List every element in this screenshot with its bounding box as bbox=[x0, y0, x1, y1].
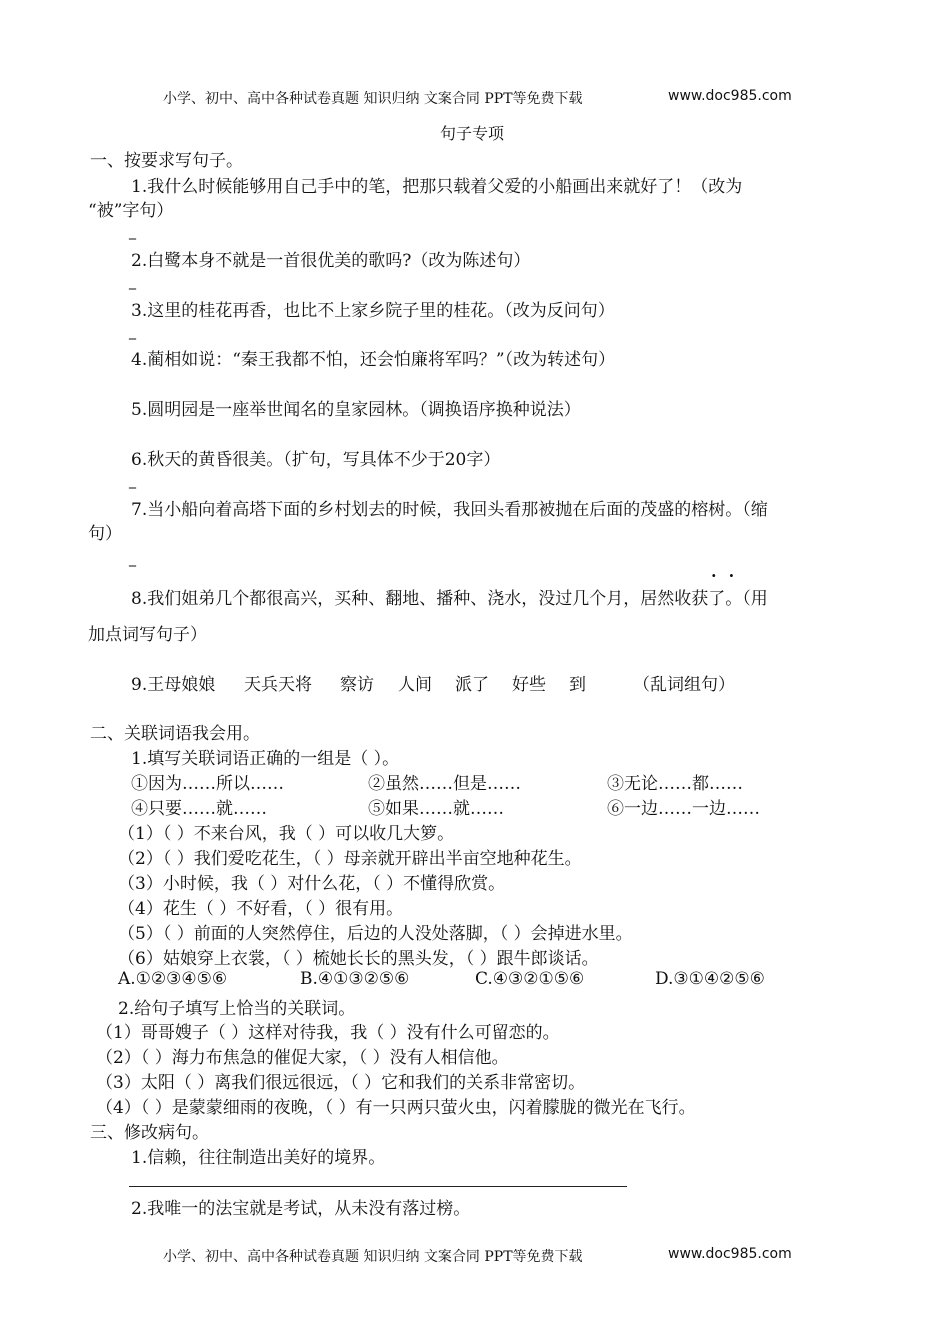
footer-url: www.doc985.com bbox=[668, 1246, 792, 1262]
section1-heading: 一、按要求写句子。 bbox=[90, 151, 243, 171]
s1-q6: 6.秋天的黄昏很美。（扩句，写具体不少于20字） bbox=[131, 450, 501, 470]
s1-q9-word: 到 bbox=[569, 675, 586, 695]
s1-q1-line1: 1.我什么时候能够用自己手中的笔，把那只载着父爱的小船画出来就好了！（改为 bbox=[131, 177, 743, 197]
s1-q9-word: 人间 bbox=[398, 675, 432, 695]
s2-option: ⑤如果……就…… bbox=[368, 799, 504, 819]
s1-q7-line2: 句） bbox=[88, 524, 122, 544]
emphasis-dots: ·· bbox=[711, 566, 747, 585]
answer-line bbox=[129, 1186, 627, 1187]
s1-q9-word: 天兵天将 bbox=[244, 675, 312, 695]
s2-fill-item: （2）（ ）海力布焦急的催促大家，（ ）没有人相信他。 bbox=[96, 1048, 509, 1068]
answer-blank: _ bbox=[129, 224, 136, 240]
s2-fill-item: （4）（ ）是蒙蒙细雨的夜晚，（ ）有一只两只萤火虫，闪着朦胧的微光在飞行。 bbox=[96, 1098, 696, 1118]
s1-q9-note: （乱词组句） bbox=[633, 675, 735, 695]
answer-blank: _ bbox=[129, 324, 136, 340]
s2-option: ④只要……就…… bbox=[131, 799, 267, 819]
s2-answer-choice: D.③①④②⑤⑥ bbox=[655, 969, 765, 989]
s1-q9-word: 9.王母娘娘 bbox=[131, 675, 216, 695]
s1-q9-word: 派了 bbox=[455, 675, 489, 695]
s2-item: （3）小时候，我（ ）对什么花，（ ）不懂得欣赏。 bbox=[118, 874, 506, 894]
s1-q2: 2.白鹭本身不就是一首很优美的歌吗?（改为陈述句） bbox=[131, 251, 531, 271]
s2-q1: 1.填写关联词语正确的一组是（ ）。 bbox=[131, 749, 400, 769]
section3-heading: 三、修改病句。 bbox=[90, 1123, 209, 1143]
s1-q8-line1: 8.我们姐弟几个都很高兴，买种、翻地、播种、浇水，没过几个月，居然收获了。（用 bbox=[131, 589, 768, 609]
s2-option: ⑥一边……一边…… bbox=[607, 799, 760, 819]
s2-fill-item: （1）哥哥嫂子（ ）这样对待我，我（ ）没有什么可留恋的。 bbox=[96, 1023, 560, 1043]
s2-q2: 2.给句子填写上恰当的关联词。 bbox=[118, 999, 356, 1019]
s2-option: ②虽然……但是…… bbox=[368, 774, 521, 794]
header-url: www.doc985.com bbox=[668, 88, 792, 104]
s1-q7-line1: 7.当小船向着高塔下面的乡村划去的时候，我回头看那被抛在后面的茂盛的榕树。（缩 bbox=[131, 500, 768, 520]
s1-q4: 4.蔺相如说：“秦王我都不怕，还会怕廉将军吗？”（改为转述句） bbox=[131, 350, 616, 370]
s2-item: （1）（ ）不来台风，我（ ）可以收几大箩。 bbox=[118, 824, 455, 844]
s1-q8-line2: 加点词写句子） bbox=[88, 625, 207, 645]
page-title: 句子专项 bbox=[440, 124, 505, 143]
s2-option: ③无论……都…… bbox=[607, 774, 743, 794]
s1-q1-line2: “被”字句） bbox=[88, 201, 174, 221]
s2-answer-choice: C.④③②①⑤⑥ bbox=[475, 969, 585, 989]
answer-blank: _ bbox=[129, 274, 136, 290]
s2-answer-choice: A.①②③④⑤⑥ bbox=[118, 969, 228, 989]
header-text: 小学、初中、高中各种试卷真题 知识归纳 文案合同 PPT等免费下载 bbox=[163, 91, 583, 107]
s2-fill-item: （3）太阳（ ）离我们很远很远，（ ）它和我们的关系非常密切。 bbox=[96, 1073, 586, 1093]
s3-q1: 1.信赖，往往制造出美好的境界。 bbox=[131, 1148, 386, 1168]
s1-q3: 3.这里的桂花再香，也比不上家乡院子里的桂花。（改为反问句） bbox=[131, 301, 615, 321]
answer-blank: _ bbox=[129, 551, 136, 567]
s2-item: （6）姑娘穿上衣裳，（ ）梳她长长的黑头发，（ ）跟牛郎谈话。 bbox=[118, 949, 599, 969]
s1-q9-word: 察访 bbox=[340, 675, 374, 695]
s2-item: （4）花生（ ）不好看，（ ）很有用。 bbox=[118, 899, 404, 919]
s2-option: ①因为……所以…… bbox=[131, 774, 284, 794]
s1-q5: 5.圆明园是一座举世闻名的皇家园林。（调换语序换种说法） bbox=[131, 400, 581, 420]
s2-item: （2）（ ）我们爱吃花生，（ ）母亲就开辟出半亩空地种花生。 bbox=[118, 849, 582, 869]
s2-answer-choice: B.④①③②⑤⑥ bbox=[300, 969, 410, 989]
answer-blank: _ bbox=[129, 473, 136, 489]
section2-heading: 二、关联词语我会用。 bbox=[90, 724, 260, 744]
footer-text: 小学、初中、高中各种试卷真题 知识归纳 文案合同 PPT等免费下载 bbox=[163, 1249, 583, 1265]
s1-q9-word: 好些 bbox=[512, 675, 546, 695]
s2-item: （5）（ ）前面的人突然停住，后边的人没处落脚，（ ）会掉进水里。 bbox=[118, 924, 633, 944]
s3-q2: 2.我唯一的法宝就是考试，从未没有落过榜。 bbox=[131, 1199, 471, 1219]
